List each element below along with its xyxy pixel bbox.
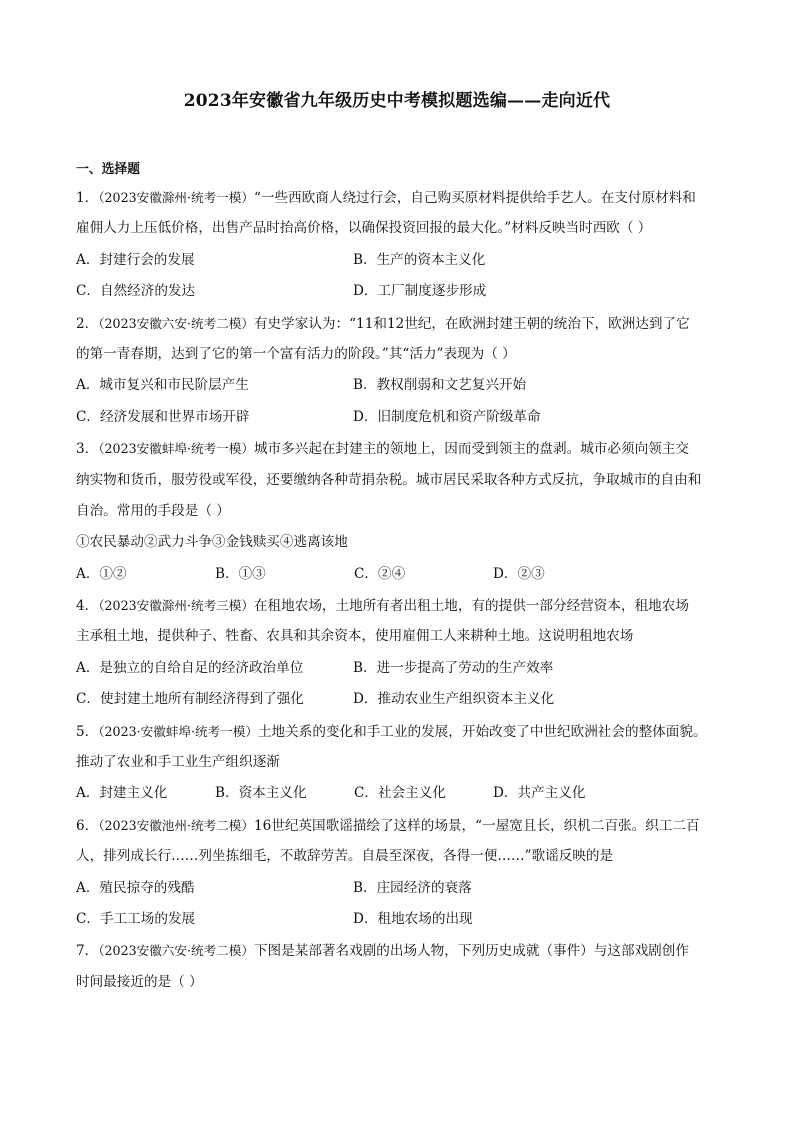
question-text: 在租地农场，土地所有者出租土地，有的提供一部分经营资本，租地农场 <box>253 598 689 615</box>
question-number: 7． <box>76 943 99 960</box>
question-text: 人，排列成长行……列坐拣细毛，不敢辞劳苦。自晨至深夜，各得一便……”歌谣反映的是 <box>76 848 614 865</box>
question-text: 土地关系的变化和手工业的发展，开始改变了中世纪欧洲社会的整体面貌。 <box>257 723 707 740</box>
question-line <box>76 716 728 747</box>
option-d[interactable]: D．共产主义化 <box>493 785 586 802</box>
option-row <box>76 559 728 590</box>
question-source: （2023安徽六安·统考二模） <box>98 315 254 331</box>
option-b[interactable]: B．资本主义化 <box>215 785 307 802</box>
option-a[interactable]: A．殖民掠夺的残酷 <box>76 879 195 896</box>
page-title: 2023年安徽省九年级历史中考模拟题选编——走向近代 <box>183 91 611 111</box>
question-source: （2023安徽六安·统考二模） <box>98 943 254 959</box>
question-line <box>76 182 728 213</box>
option-d[interactable]: D．工厂制度逐步形成 <box>353 283 487 300</box>
question-text: 时间最接近的是（ ） <box>76 973 203 990</box>
question-number: 6． <box>76 817 99 834</box>
option-d[interactable]: D．旧制度危机和资产阶级革命 <box>353 408 541 425</box>
option-c[interactable]: C．经济发展和世界市场开辟 <box>76 408 250 425</box>
option-row <box>76 402 728 433</box>
question-line <box>76 433 728 464</box>
option-row <box>76 904 728 935</box>
question-7 <box>76 935 728 998</box>
option-b[interactable]: B．庄园经济的衰落 <box>353 879 472 896</box>
question-line <box>76 810 728 841</box>
question-statements: ①农民暴动②武力斗争③金钱赎买④逃离该地 <box>76 534 348 551</box>
question-text: 自治。常用的手段是（ ） <box>76 502 230 519</box>
question-source: （2023安徽池州·统考二模） <box>98 817 254 833</box>
question-text: “一些西欧商人绕过行会，自己购买原材料提供给手艺人。在支付原材料和 <box>253 190 696 206</box>
question-6 <box>76 810 728 936</box>
question-number: 2． <box>76 315 99 332</box>
question-text: 下图是某部著名戏剧的出场人物，下列历史成就（事件）与这部戏剧创作 <box>253 943 689 960</box>
option-a[interactable]: A．封建行会的发展 <box>76 251 195 268</box>
question-source: （2023·安徽蚌埠·统考一模） <box>98 723 258 739</box>
option-c[interactable]: C．②④ <box>354 565 406 582</box>
question-1 <box>76 182 728 308</box>
option-c[interactable]: C．手工工场的发展 <box>76 910 196 927</box>
option-a[interactable]: A．封建主义化 <box>76 785 168 802</box>
question-number: 3． <box>76 441 99 458</box>
option-row <box>76 245 728 276</box>
question-text: 有史学家认为：“11和12世纪，在欧洲封建王朝的统治下，欧洲达到了它 <box>253 315 690 332</box>
option-row <box>76 276 728 307</box>
option-row <box>76 684 728 715</box>
option-row <box>76 778 728 809</box>
option-row <box>76 370 728 401</box>
option-d[interactable]: D．推动农业生产组织资本主义化 <box>353 691 555 708</box>
question-list <box>76 160 728 998</box>
option-c[interactable]: C．社会主义化 <box>354 785 446 802</box>
question-text: 的第一青春期，达到了它的第一个富有活力的阶段。”其“活力”表现为（ ） <box>76 345 516 362</box>
question-text: 16世纪英国歌谣描绘了这样的场景，“一屋宽且长，织机二百张。织工二百 <box>253 817 700 834</box>
question-text: 主承租土地，提供种子、牲畜、农具和其余资本，使用雇佣工人来耕种土地。这说明租地农场 <box>76 628 634 645</box>
option-a[interactable]: A．是独立的自给自足的经济政治单位 <box>76 659 304 676</box>
question-number: 5． <box>76 723 99 740</box>
question-text: 推动了农业和手工业生产组织逐渐 <box>76 754 280 771</box>
question-4 <box>76 590 728 716</box>
question-text: 雇佣人力上压低价格，出售产品时抬高价格，以确保投资回报的最大化。”材料反映当时西欧（ ） <box>76 220 652 237</box>
question-line <box>76 590 728 621</box>
option-d[interactable]: D．租地农场的出现 <box>353 910 473 927</box>
option-b[interactable]: B．教权削弱和文艺复兴开始 <box>353 377 527 394</box>
option-row <box>76 653 728 684</box>
section-heading: 一、选择题 <box>76 162 140 177</box>
option-b[interactable]: B．生产的资本主义化 <box>353 251 486 268</box>
question-number: 4． <box>76 598 99 615</box>
question-source: （2023安徽滁州·统考一模） <box>98 190 254 205</box>
option-c[interactable]: C．自然经济的发达 <box>76 283 196 300</box>
question-2 <box>76 308 728 434</box>
question-text: 纳实物和货币，服劳役或军役，还要缴纳各种苛捐杂税。城市居民采取各种方式反抗，争取城市的自由和 <box>76 471 702 488</box>
option-a[interactable]: A．城市复兴和市民阶层产生 <box>76 377 249 394</box>
option-c[interactable]: C．使封建土地所有制经济得到了强化 <box>76 691 304 708</box>
question-5 <box>76 716 728 810</box>
question-3 <box>76 433 728 590</box>
option-b[interactable]: B．进一步提高了劳动的生产效率 <box>353 659 554 676</box>
option-a[interactable]: A．①② <box>76 565 127 582</box>
question-source: （2023安徽滁州·统考三模） <box>98 598 254 614</box>
question-text: 城市多兴起在封建主的领地上，因而受到领主的盘剥。城市必须向领主交 <box>253 441 689 458</box>
question-number: 1． <box>76 190 99 206</box>
question-source: （2023安徽蚌埠·统考一模） <box>98 441 254 457</box>
question-line <box>76 308 728 339</box>
question-line <box>76 935 728 966</box>
option-b[interactable]: B．①③ <box>215 565 266 582</box>
option-d[interactable]: D．②③ <box>493 565 545 582</box>
option-row <box>76 873 728 904</box>
